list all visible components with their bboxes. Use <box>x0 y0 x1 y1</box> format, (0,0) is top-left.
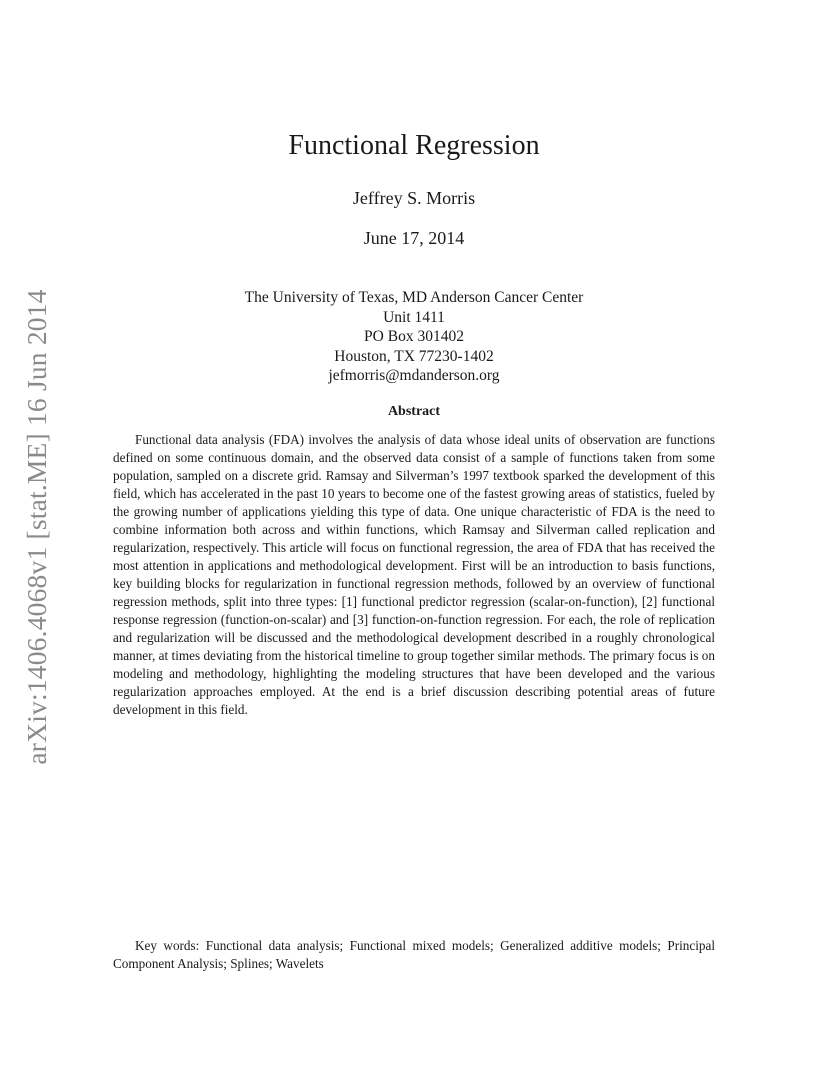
author-name: Jeffrey S. Morris <box>352 188 476 208</box>
author-affiliation <box>0 288 828 386</box>
paper-title: Functional Regression <box>288 130 540 161</box>
arxiv-identifier-stamp: arXiv:1406.4068v1 [stat.ME] 16 Jun 2014 <box>21 289 52 765</box>
paper-date: June 17, 2014 <box>363 228 465 248</box>
abstract-heading: Abstract <box>387 404 441 419</box>
affiliation-unit: Unit 1411 <box>383 308 445 326</box>
abstract-text: Functional data analysis (FDA) involves the analysis of data whose ideal units of observation are functions defined on some continuous domain, and the observed data consist of a sample of functions taken from some population, sampled on a discrete grid. Ramsay and Silverman’s 1997 textbook sparked the development of this field, which has accelerated in the past 10 years to become one of the fastest growing areas of statistics, fueled by the growing number of applications yielding this type of data. One unique characteristic of FDA is the need to combine information both across and within functions, which Ramsay and Silverman called replication and regularization, respectively. This article will focus on functional regression, the area of FDA that has received the most attention in applications and methodological development. First will be an introduction to basis functions, key building blocks for regularization in functional regression methods, followed by an overview of functional regression methods, split into three types: [1] functional predictor regression (scalar-on-function), [2] functional response regression (function-on-scalar) and [3] function-on-function regression. For each, the role of replication and regularization will be discussed and the methodological development described in a roughly chronological manner, at times deviating from the historical timeline to group together similar methods. The primary focus is on modeling and methodology, highlighting the modeling structures that have been developed and the various regularization approaches employed. At the end is a brief discussion describing potential areas of future development in this field. <box>113 432 715 718</box>
author-email: jefmorris@mdanderson.org <box>328 367 500 384</box>
affiliation-city: Houston, TX 77230-1402 <box>334 347 494 365</box>
affiliation-po-box: PO Box 301402 <box>364 328 464 345</box>
affiliation-institution: The University of Texas, MD Anderson Cancer Center <box>244 289 584 306</box>
keywords: Key words: Functional data analysis; Functional mixed models; Generalized additive models; Principal Component Analysis; Splines; Wavelets <box>113 938 715 971</box>
